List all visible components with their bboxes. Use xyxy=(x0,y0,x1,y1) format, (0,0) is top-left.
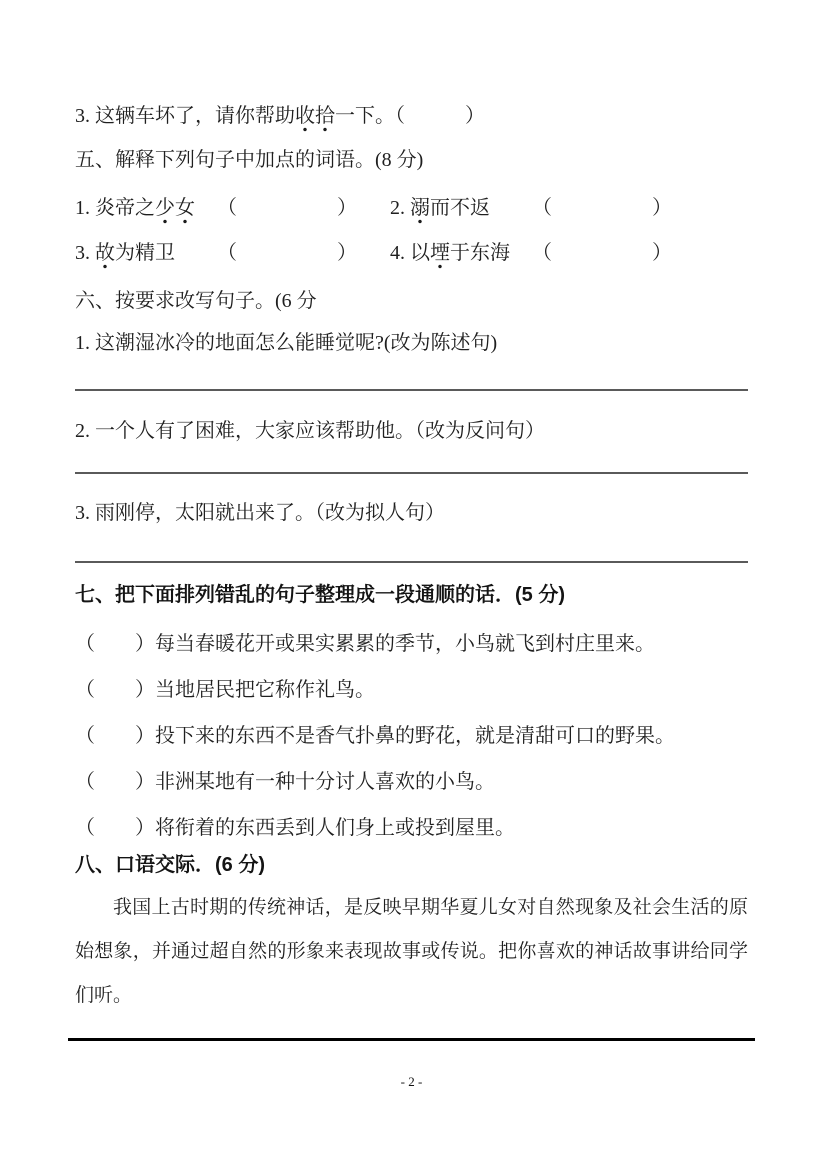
section-5-item-4 xyxy=(390,240,748,266)
section-5-item-3-answer-blank: （ ） xyxy=(217,242,357,264)
section-5-item-2 xyxy=(390,195,748,221)
section-5-item-2-answer-blank: （ ） xyxy=(532,197,672,219)
answer-line-3 xyxy=(75,561,748,563)
section-5-item-1 xyxy=(75,195,390,221)
question-3-sentence: 3. 这辆车坏了，请你帮助收拾一下。（ ） xyxy=(75,103,748,129)
page-content xyxy=(0,103,823,1018)
section-5-items-grid xyxy=(75,195,748,266)
section-5-item-1-label: 1. 炎帝之少女 xyxy=(75,195,217,221)
section-7-item-2: （ ）当地居民把它称作礼鸟。 xyxy=(75,679,375,701)
section-7-item-5: （ ）将衔着的东西丢到人们身上或投到屋里。 xyxy=(75,817,515,839)
section-6-item-2: 2. 一个人有了困难，大家应该帮助他。（改为反问句） xyxy=(75,420,545,442)
section-8-prompt-paragraph: 我国上古时期的传统神话，是反映早期华夏儿女对自然现象及社会生活的原始想象，并通过超自然的形象来表现故事或传说。把你喜欢的神话故事讲给同学们听。 xyxy=(75,897,748,1006)
section-7-item-1: （ ）每当春暖花开或果实累累的季节，小鸟就飞到村庄里来。 xyxy=(75,633,655,655)
page-number: - 2 - xyxy=(400,1074,423,1089)
answer-line-2 xyxy=(75,472,748,474)
section-6-item-1: 1. 这潮湿冰冷的地面怎么能睡觉呢?(改为陈述句) xyxy=(75,332,498,354)
section-5-item-1-answer-blank: （ ） xyxy=(217,197,357,219)
section-5-item-4-answer-blank: （ ） xyxy=(532,242,672,264)
section-5-heading: 五、解释下列句子中加点的词语。(8 分) xyxy=(75,149,424,171)
section-7-item-4: （ ）非洲某地有一种十分讨人喜欢的小鸟。 xyxy=(75,771,495,793)
section-6-item-3: 3. 雨刚停，太阳就出来了。（改为拟人句） xyxy=(75,502,445,524)
section-5-item-3-label: 3. 故为精卫 xyxy=(75,240,217,266)
footer-rule xyxy=(68,1038,755,1041)
section-5-item-3 xyxy=(75,240,390,266)
section-8-heading: 八、口语交际．(6 分) xyxy=(75,854,265,876)
section-5-item-4-label: 4. 以堙于东海 xyxy=(390,240,532,266)
section-7-item-3: （ ）投下来的东西不是香气扑鼻的野花，就是清甜可口的野果。 xyxy=(75,725,675,747)
section-7-heading: 七、把下面排列错乱的句子整理成一段通顺的话．(5 分) xyxy=(75,584,565,606)
section-6-heading: 六、按要求改写句子。(6 分 xyxy=(75,290,317,312)
answer-line-1 xyxy=(75,389,748,391)
section-5-item-2-label: 2. 溺而不返 xyxy=(390,195,532,221)
